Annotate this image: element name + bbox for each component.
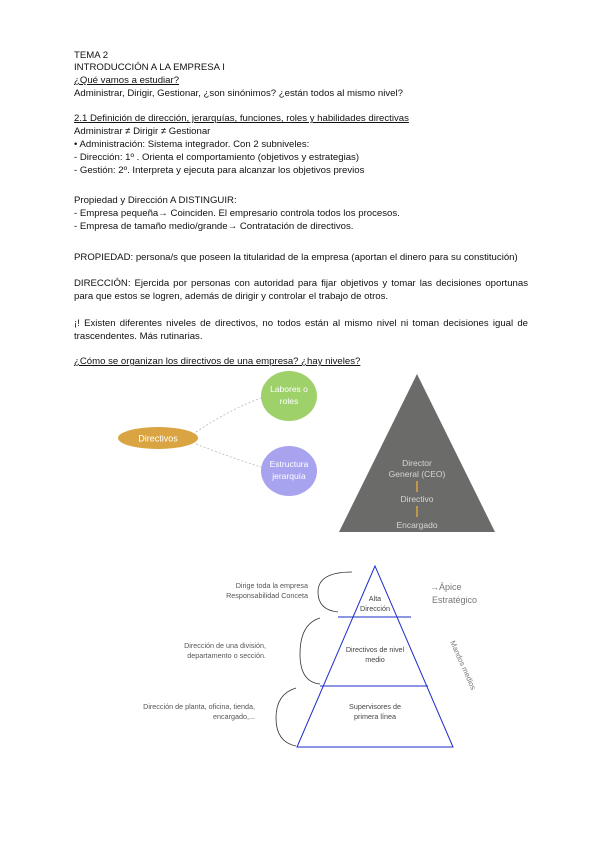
base-label-1: Supervisores de xyxy=(349,702,401,711)
apex-label-1: Alta xyxy=(368,594,382,603)
page-title: INTRODUCCIÓN A LA EMPRESA I xyxy=(74,62,225,73)
directivos-label: Directivos xyxy=(138,433,178,444)
middle-label-1: Directivos de nivel xyxy=(345,645,405,654)
propiedad-definition: PROPIEDAD: persona/s que poseen la titularidad de la empresa (aportan el dinero para su constitución) xyxy=(74,252,518,263)
middle-label-2: medio xyxy=(365,655,385,664)
apex-label-2: Dirección xyxy=(360,604,390,613)
top-brace xyxy=(318,572,352,612)
section-line-1: Administrar ≠ Dirigir ≠ Gestionar xyxy=(74,126,211,137)
distinguir-line-1: - Empresa pequeña→ Coinciden. El empresario controla todos los procesos. xyxy=(74,208,400,219)
distinguir-line-2: - Empresa de tamaño medio/grande→ Contratación de directivos. xyxy=(74,221,354,232)
tema-label: TEMA 2 xyxy=(74,50,109,61)
estructura-label-2: jerarquía xyxy=(272,471,306,481)
section-line-3: - Dirección: 1º . Orienta el comportamiento (objetivos y estrategias) xyxy=(74,152,360,163)
section-line-2: • Administración: Sistema integrador. Con 2 subniveles: xyxy=(74,139,310,150)
middle-description-2: departamento o sección. xyxy=(187,651,266,660)
pyramid-label-2: General (CEO) xyxy=(388,469,446,479)
estructura-label-1: Estructura xyxy=(269,459,309,469)
levels-note: ¡! Existen diferentes niveles de directivos, no todos están al mismo nivel ni toman decisiones igual de trascendentes. Más rutinarias. xyxy=(74,318,528,343)
roles-label-2: roles xyxy=(279,396,299,406)
direccion-definition: DIRECCIÓN: Ejercida por personas con autoridad para fijar objetivos y tomar las decisiones oportunas para que estos se logren, además de dirigir y controlar el trabajo de otros. xyxy=(74,278,528,303)
directivos-diagram xyxy=(0,370,600,540)
organize-heading: ¿Cómo se organizan los directivos de una empresa? ¿hay niveles? xyxy=(74,356,361,367)
intro-line: Administrar, Dirigir, Gestionar, ¿son sinónimos? ¿están todos al mismo nivel? xyxy=(74,88,403,99)
pyramid-label-1: Director xyxy=(402,458,432,468)
bottom-description-1: Dirección de planta, oficina, tienda, xyxy=(143,702,255,711)
levels-pyramid-diagram xyxy=(0,558,600,758)
connector-top xyxy=(196,397,264,432)
handwritten-strategic: Estratégico xyxy=(432,595,478,605)
pyramid-label-3: Directivo xyxy=(400,494,434,504)
section-heading: 2.1 Definición de dirección, jerarquías, funciones, roles y habilidades directivas xyxy=(74,113,409,124)
bottom-brace xyxy=(276,688,296,746)
handwritten-middle-managers: Mandos medios xyxy=(448,639,478,692)
roles-label-1: Labores o xyxy=(270,384,308,394)
pyramid-label-4: Encargado xyxy=(396,520,438,530)
connector-bottom xyxy=(196,444,264,468)
section-line-4: - Gestión: 2º. Interpreta y ejecuta para alcanzar los objetivos previos xyxy=(74,165,365,176)
middle-description-1: Dirección de una división, xyxy=(184,641,266,650)
top-description-1: Dirige toda la empresa xyxy=(235,581,308,590)
top-description-2: Responsabilidad Conceta xyxy=(226,591,308,600)
handwritten-apex: →Ápice xyxy=(430,582,462,592)
middle-brace xyxy=(300,618,320,684)
study-question: ¿Qué vamos a estudiar? xyxy=(74,75,180,86)
bottom-description-2: encargado,... xyxy=(213,712,255,721)
base-label-2: primera línea xyxy=(354,712,396,721)
distinguir-heading: Propiedad y Dirección A DISTINGUIR: xyxy=(74,195,237,206)
